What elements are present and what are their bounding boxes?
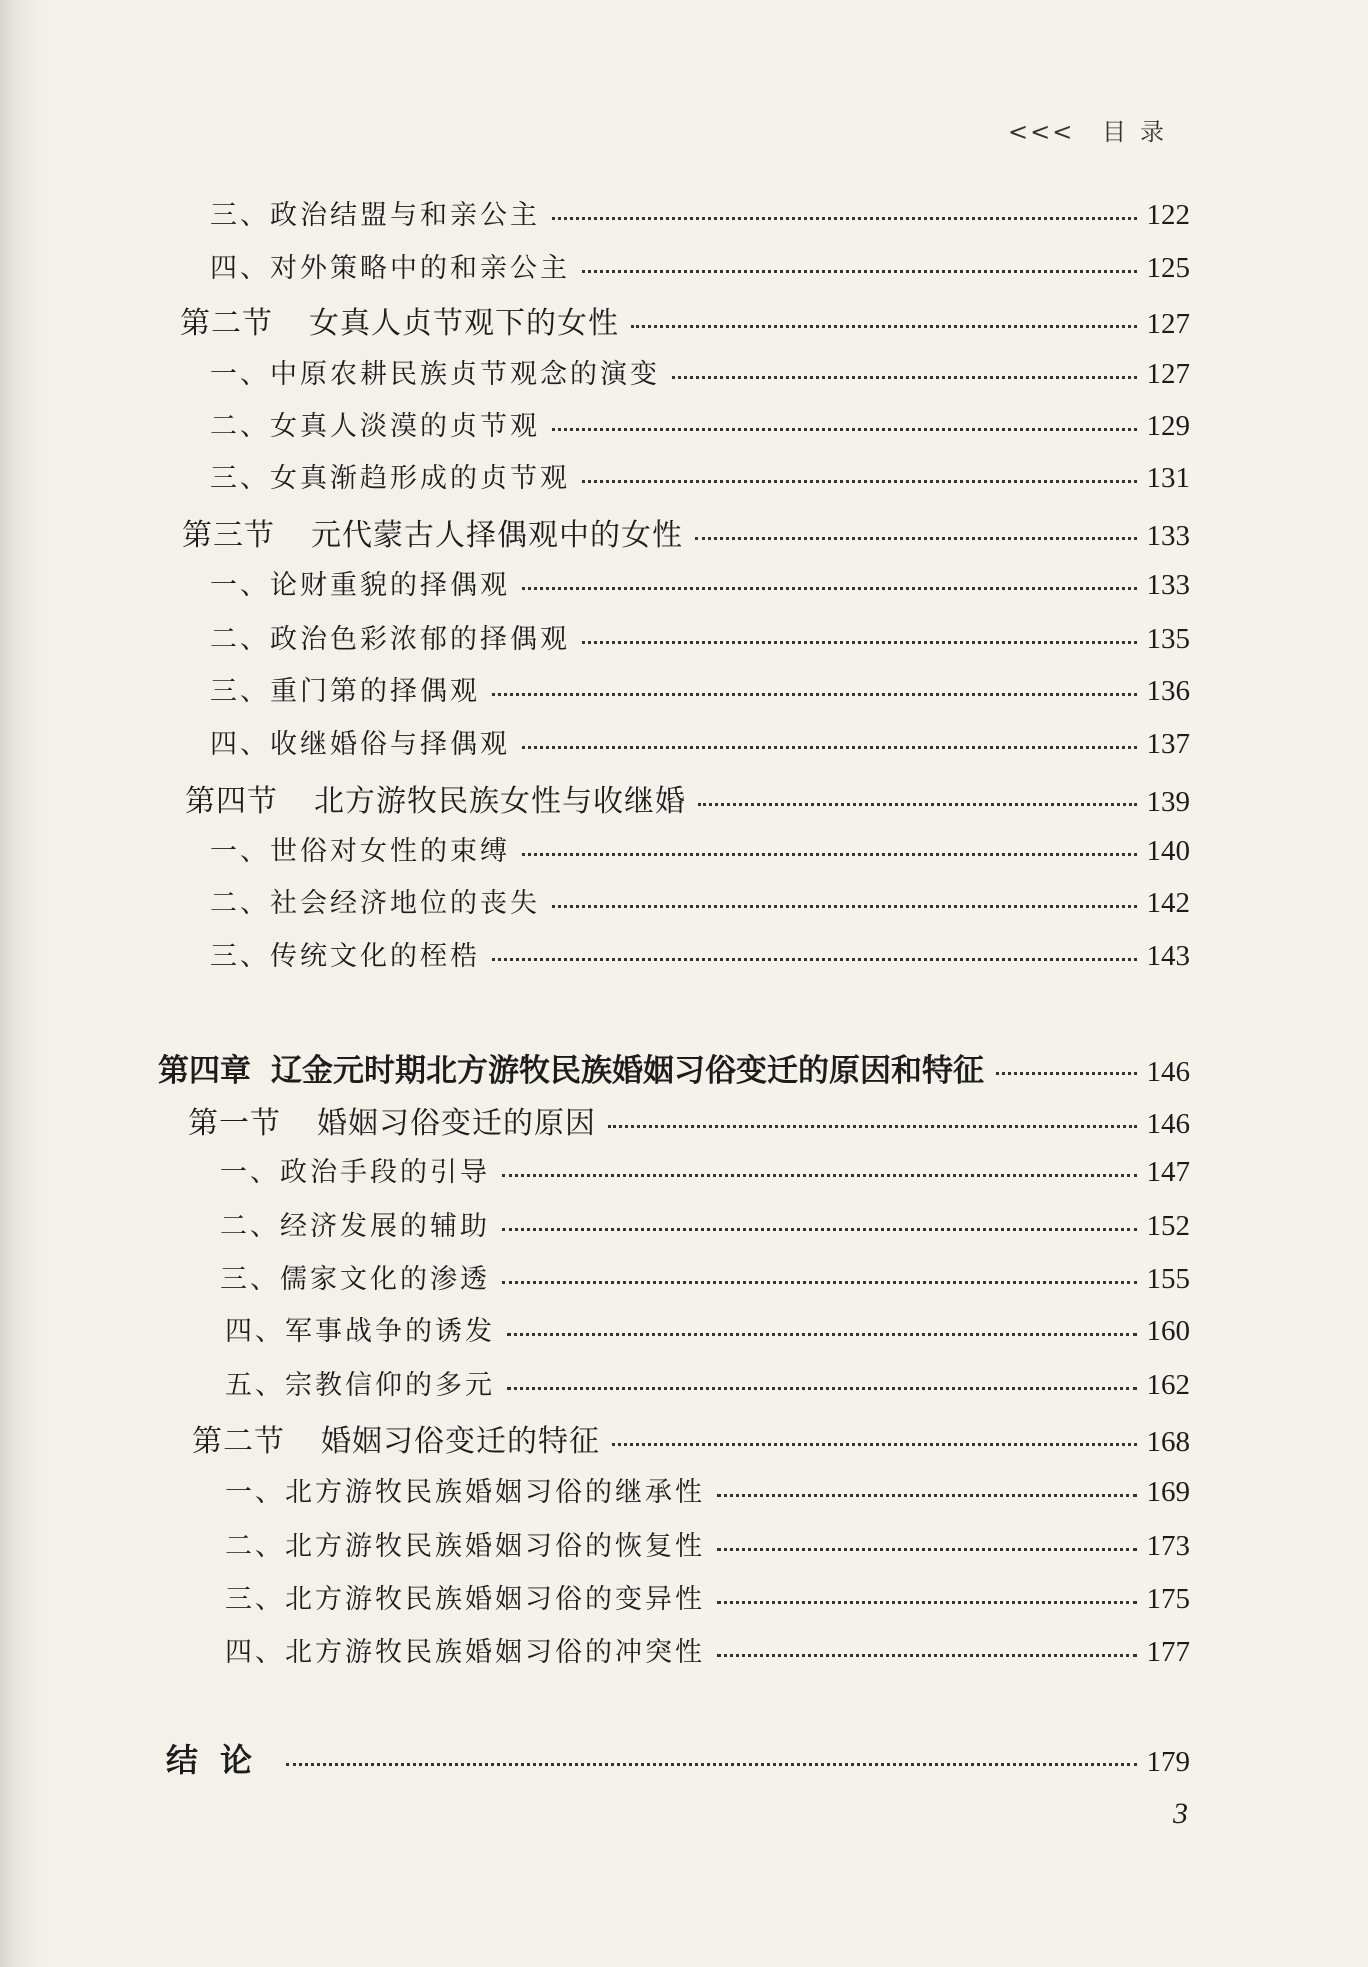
toc-entry-title xyxy=(180,298,619,342)
toc-entry[interactable] xyxy=(188,1098,1190,1142)
toc-entry-page: 147 xyxy=(1146,1156,1190,1188)
toc-entry-page: 177 xyxy=(1146,1636,1190,1668)
toc-entry-label: 第四节 xyxy=(185,784,278,819)
dot-leader xyxy=(717,1548,1137,1551)
toc-entry-page: 179 xyxy=(1146,1746,1190,1778)
toc-entry-title xyxy=(185,776,686,820)
toc-entry-title: 三、女真渐趋形成的贞节观 xyxy=(210,463,570,494)
dot-leader xyxy=(552,217,1137,220)
toc-entry-title: 四、对外策略中的和亲公主 xyxy=(210,253,570,284)
toc-entry-title: 二、经济发展的辅助 xyxy=(220,1211,490,1242)
toc-entry-title: 四、收继婚俗与择偶观 xyxy=(210,729,510,760)
toc-entry-text: 婚姻习俗变迁的特征 xyxy=(321,1424,600,1459)
dot-leader xyxy=(717,1654,1137,1657)
toc-entry-title: 五、宗教信仰的多元 xyxy=(225,1370,495,1401)
toc-entry-label: 第一节 xyxy=(188,1106,281,1141)
dot-leader xyxy=(698,803,1137,806)
toc-entry-title: 四、军事战争的诱发 xyxy=(225,1316,495,1347)
dot-leader xyxy=(717,1601,1137,1604)
toc-entry-page: 169 xyxy=(1146,1476,1190,1508)
toc-entry[interactable] xyxy=(210,934,1190,973)
toc-entry-page: 127 xyxy=(1146,358,1190,390)
dot-leader xyxy=(612,1443,1137,1446)
page-number: 3 xyxy=(1173,1797,1188,1830)
toc-entry[interactable] xyxy=(210,193,1190,232)
toc-entry[interactable] xyxy=(225,1524,1190,1563)
dot-leader xyxy=(672,376,1137,379)
toc-entry-text: 北方游牧民族女性与收继婚 xyxy=(314,784,686,819)
toc-entry[interactable] xyxy=(158,1045,1190,1090)
toc-entry-title: 二、社会经济地位的丧失 xyxy=(210,888,540,919)
toc-entry[interactable] xyxy=(210,881,1190,920)
toc-entry-page: 168 xyxy=(1146,1426,1190,1458)
toc-entry-title: 二、政治色彩浓郁的择偶观 xyxy=(210,624,570,655)
toc-entry-title: 一、世俗对女性的束缚 xyxy=(210,836,510,867)
toc-entry[interactable] xyxy=(210,617,1190,656)
toc-entry-title: 三、北方游牧民族婚姻习俗的变异性 xyxy=(225,1584,705,1615)
dot-leader xyxy=(582,480,1137,483)
toc-entry[interactable] xyxy=(225,1309,1190,1348)
running-head-marker: <<< xyxy=(1008,118,1075,146)
toc-entry-title xyxy=(192,1416,600,1460)
dot-leader xyxy=(522,853,1137,856)
toc-entry[interactable] xyxy=(210,404,1190,443)
toc-entry-page: 129 xyxy=(1146,410,1190,442)
toc-entry-title: 三、政治结盟与和亲公主 xyxy=(210,200,540,231)
toc-entry[interactable] xyxy=(210,563,1190,602)
toc-entry-label: 第二节 xyxy=(192,1424,285,1459)
dot-leader xyxy=(507,1387,1137,1390)
toc-entry-page: 122 xyxy=(1146,199,1190,231)
toc-entry-page: 146 xyxy=(1146,1108,1190,1140)
toc-entry-page: 127 xyxy=(1146,308,1190,340)
dot-leader xyxy=(502,1174,1137,1177)
toc-entry-page: 175 xyxy=(1146,1583,1190,1615)
toc-entry-page: 125 xyxy=(1146,252,1190,284)
toc-entry[interactable] xyxy=(210,246,1190,285)
toc-entry-label: 第三节 xyxy=(182,518,275,553)
dot-leader xyxy=(522,587,1137,590)
toc-entry-page: 135 xyxy=(1146,623,1190,655)
toc-entry-page: 152 xyxy=(1146,1210,1190,1242)
toc-entry-page: 173 xyxy=(1146,1530,1190,1562)
toc-entry[interactable] xyxy=(185,776,1190,820)
toc-entry[interactable] xyxy=(225,1577,1190,1616)
toc-entry-page: 133 xyxy=(1146,520,1190,552)
toc-entry-page: 133 xyxy=(1146,569,1190,601)
toc-entry[interactable] xyxy=(220,1204,1190,1243)
toc-entry-text: 元代蒙古人择偶观中的女性 xyxy=(311,518,683,553)
toc-entry[interactable] xyxy=(220,1257,1190,1296)
dot-leader xyxy=(286,1763,1136,1766)
dot-leader xyxy=(492,958,1137,961)
toc-entry-page: 139 xyxy=(1146,786,1190,818)
toc-entry-title xyxy=(188,1098,596,1142)
toc-entry-title xyxy=(182,510,683,554)
toc-entry[interactable] xyxy=(220,1150,1190,1189)
toc-entry-title: 三、儒家文化的渗透 xyxy=(220,1264,490,1295)
dot-leader xyxy=(582,270,1137,273)
dot-leader xyxy=(552,428,1137,431)
running-head xyxy=(1008,112,1178,147)
running-head-label: 目录 xyxy=(1102,118,1178,146)
toc-entry-title: 一、中原农耕民族贞节观念的演变 xyxy=(210,359,660,390)
toc-entry-title: 二、女真人淡漠的贞节观 xyxy=(210,411,540,442)
toc-entry-label: 第四章 xyxy=(158,1053,251,1089)
toc-entry[interactable] xyxy=(166,1735,1190,1781)
toc-entry-title: 三、传统文化的桎梏 xyxy=(210,941,480,972)
toc-entry-page: 155 xyxy=(1146,1263,1190,1295)
dot-leader xyxy=(695,537,1137,540)
toc-entry-page: 131 xyxy=(1146,462,1190,494)
toc-entry-title: 一、政治手段的引导 xyxy=(220,1157,490,1188)
toc-entry-page: 160 xyxy=(1146,1315,1190,1347)
toc-entry[interactable] xyxy=(180,298,1190,342)
dot-leader xyxy=(631,325,1137,328)
toc-entry-page: 143 xyxy=(1146,940,1190,972)
dot-leader xyxy=(507,1333,1137,1336)
dot-leader xyxy=(996,1072,1137,1075)
dot-leader xyxy=(717,1494,1137,1497)
toc-entry-title: 四、北方游牧民族婚姻习俗的冲突性 xyxy=(225,1637,705,1668)
toc-entry[interactable] xyxy=(210,829,1190,868)
dot-leader xyxy=(502,1281,1137,1284)
toc-entry-page: 136 xyxy=(1146,675,1190,707)
toc-entry-title xyxy=(158,1045,984,1090)
toc-entry-title: 一、北方游牧民族婚姻习俗的继承性 xyxy=(225,1477,705,1508)
toc-entry-text: 女真人贞节观下的女性 xyxy=(309,306,619,341)
dot-leader xyxy=(552,905,1137,908)
dot-leader xyxy=(608,1125,1137,1128)
toc-entry[interactable] xyxy=(225,1630,1190,1669)
toc-entry-title: 三、重门第的择偶观 xyxy=(210,676,480,707)
toc-entry[interactable] xyxy=(182,510,1190,554)
dot-leader xyxy=(522,746,1137,749)
toc-entry-title: 二、北方游牧民族婚姻习俗的恢复性 xyxy=(225,1531,705,1562)
toc-entry-label: 第二节 xyxy=(180,306,273,341)
toc-entry[interactable] xyxy=(225,1363,1190,1402)
toc-entry[interactable] xyxy=(210,669,1190,708)
toc-entry[interactable] xyxy=(192,1416,1190,1460)
toc-entry-page: 162 xyxy=(1146,1369,1190,1401)
toc-entry-page: 142 xyxy=(1146,887,1190,919)
toc-entry-page: 146 xyxy=(1146,1056,1190,1088)
toc-entry-page: 140 xyxy=(1146,835,1190,867)
dot-leader xyxy=(502,1228,1137,1231)
dot-leader xyxy=(492,693,1137,696)
toc-entry-title: 结论 xyxy=(166,1741,275,1779)
toc-entry-text: 辽金元时期北方游牧民族婚姻习俗变迁的原因和特征 xyxy=(271,1053,984,1089)
toc-entry-text: 婚姻习俗变迁的原因 xyxy=(317,1106,596,1141)
toc-entry-page: 137 xyxy=(1146,728,1190,760)
toc-entry-title: 一、论财重貌的择偶观 xyxy=(210,570,510,601)
toc-entry[interactable] xyxy=(210,456,1190,495)
toc-entry[interactable] xyxy=(210,352,1190,391)
toc-entry[interactable] xyxy=(210,722,1190,761)
toc-entry[interactable] xyxy=(225,1470,1190,1509)
dot-leader xyxy=(582,641,1137,644)
